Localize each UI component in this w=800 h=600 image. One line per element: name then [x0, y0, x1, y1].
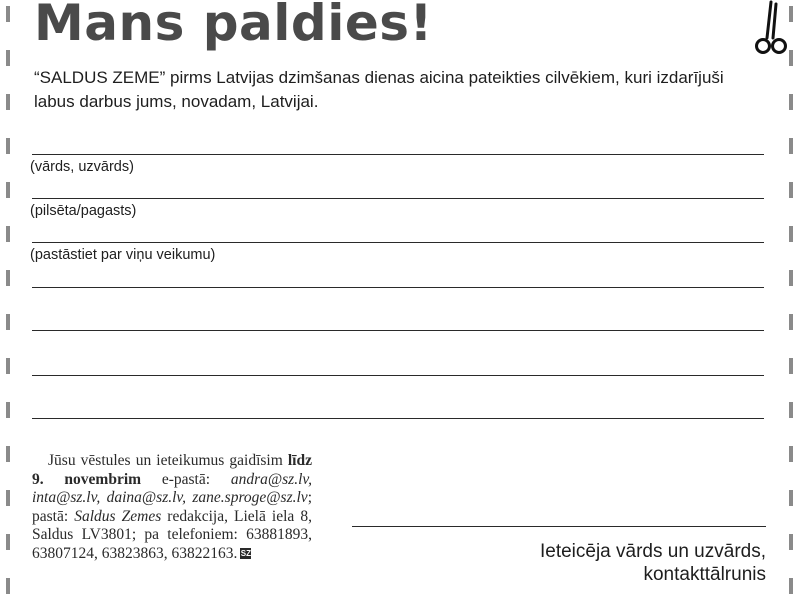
note-address: redakcija, Lielā iela 8, Saldus LV3801; pa telefoniem: 63881893, 63807124, 63823863, 63822163.	[32, 507, 312, 562]
note-editorial: Saldus Zemes	[74, 507, 162, 525]
place-label: (pilsēta/pagasts)	[30, 203, 137, 219]
note-email-prefix: e-pastā:	[161, 470, 211, 488]
cut-dash	[789, 578, 793, 594]
cut-dash	[6, 578, 10, 594]
cut-dash	[789, 50, 793, 66]
cut-dash	[789, 226, 793, 242]
cut-dash	[789, 94, 793, 110]
cut-dash	[789, 270, 793, 286]
cut-dash	[6, 446, 10, 462]
cut-dash	[6, 50, 10, 66]
note-post-prefix: ; pastā:	[32, 489, 312, 525]
cut-dash	[6, 226, 10, 242]
signature-label-line2: kontakttālrunis	[643, 564, 766, 585]
cut-dash	[789, 534, 793, 550]
place-line[interactable]	[32, 198, 764, 199]
signature-label	[436, 540, 766, 586]
cut-border-left	[6, 0, 11, 600]
cut-dash	[6, 182, 10, 198]
cut-dash	[789, 138, 793, 154]
cut-dash	[789, 490, 793, 506]
cut-dash	[789, 402, 793, 418]
cut-dash	[6, 138, 10, 154]
cut-dash	[789, 358, 793, 374]
note-emails: andra@sz.lv, inta@sz.lv, daina@sz.lv, zane.sproge@sz.lv	[32, 470, 312, 506]
name-label: (vārds, uzvārds)	[30, 159, 134, 175]
signature-label-line1: Ieteicēja vārds un uzvārds,	[539, 541, 766, 562]
cut-dash	[789, 182, 793, 198]
cut-dash	[6, 534, 10, 550]
story-line[interactable]	[32, 242, 764, 243]
note-deadline: līdz 9. novembrim	[32, 452, 312, 488]
story-line-5[interactable]	[32, 418, 764, 419]
story-line-4[interactable]	[32, 375, 764, 376]
story-line-2[interactable]	[32, 287, 764, 288]
story-line-3[interactable]	[32, 330, 764, 331]
intro-text: “SALDUS ZEME” pirms Latvijas dzimšanas dienas aicina pateikties cilvēkiem, kuri izdarījuši labus darbus jums, novadam, Latvijai.	[34, 68, 724, 111]
cut-dash	[789, 314, 793, 330]
page-title: Mans paldies!	[34, 0, 433, 52]
name-line[interactable]	[32, 154, 764, 155]
note-intro: Jūsu vēstules un ieteikumus gaidīsim	[48, 452, 283, 469]
contact-note	[32, 452, 312, 563]
cut-dash	[6, 314, 10, 330]
sz-logo-icon: SZ	[240, 549, 251, 559]
cut-dash	[6, 358, 10, 374]
cut-dash	[6, 402, 10, 418]
cut-dash	[6, 270, 10, 286]
cut-dash	[6, 490, 10, 506]
cut-dash	[6, 94, 10, 110]
cut-border-right	[789, 0, 794, 600]
cut-dash	[6, 6, 10, 22]
cut-dash	[789, 6, 793, 22]
cut-dash	[789, 446, 793, 462]
scissors-icon	[752, 0, 788, 60]
story-label: (pastāstiet par viņu veikumu)	[30, 247, 216, 263]
signature-line[interactable]	[352, 526, 766, 527]
